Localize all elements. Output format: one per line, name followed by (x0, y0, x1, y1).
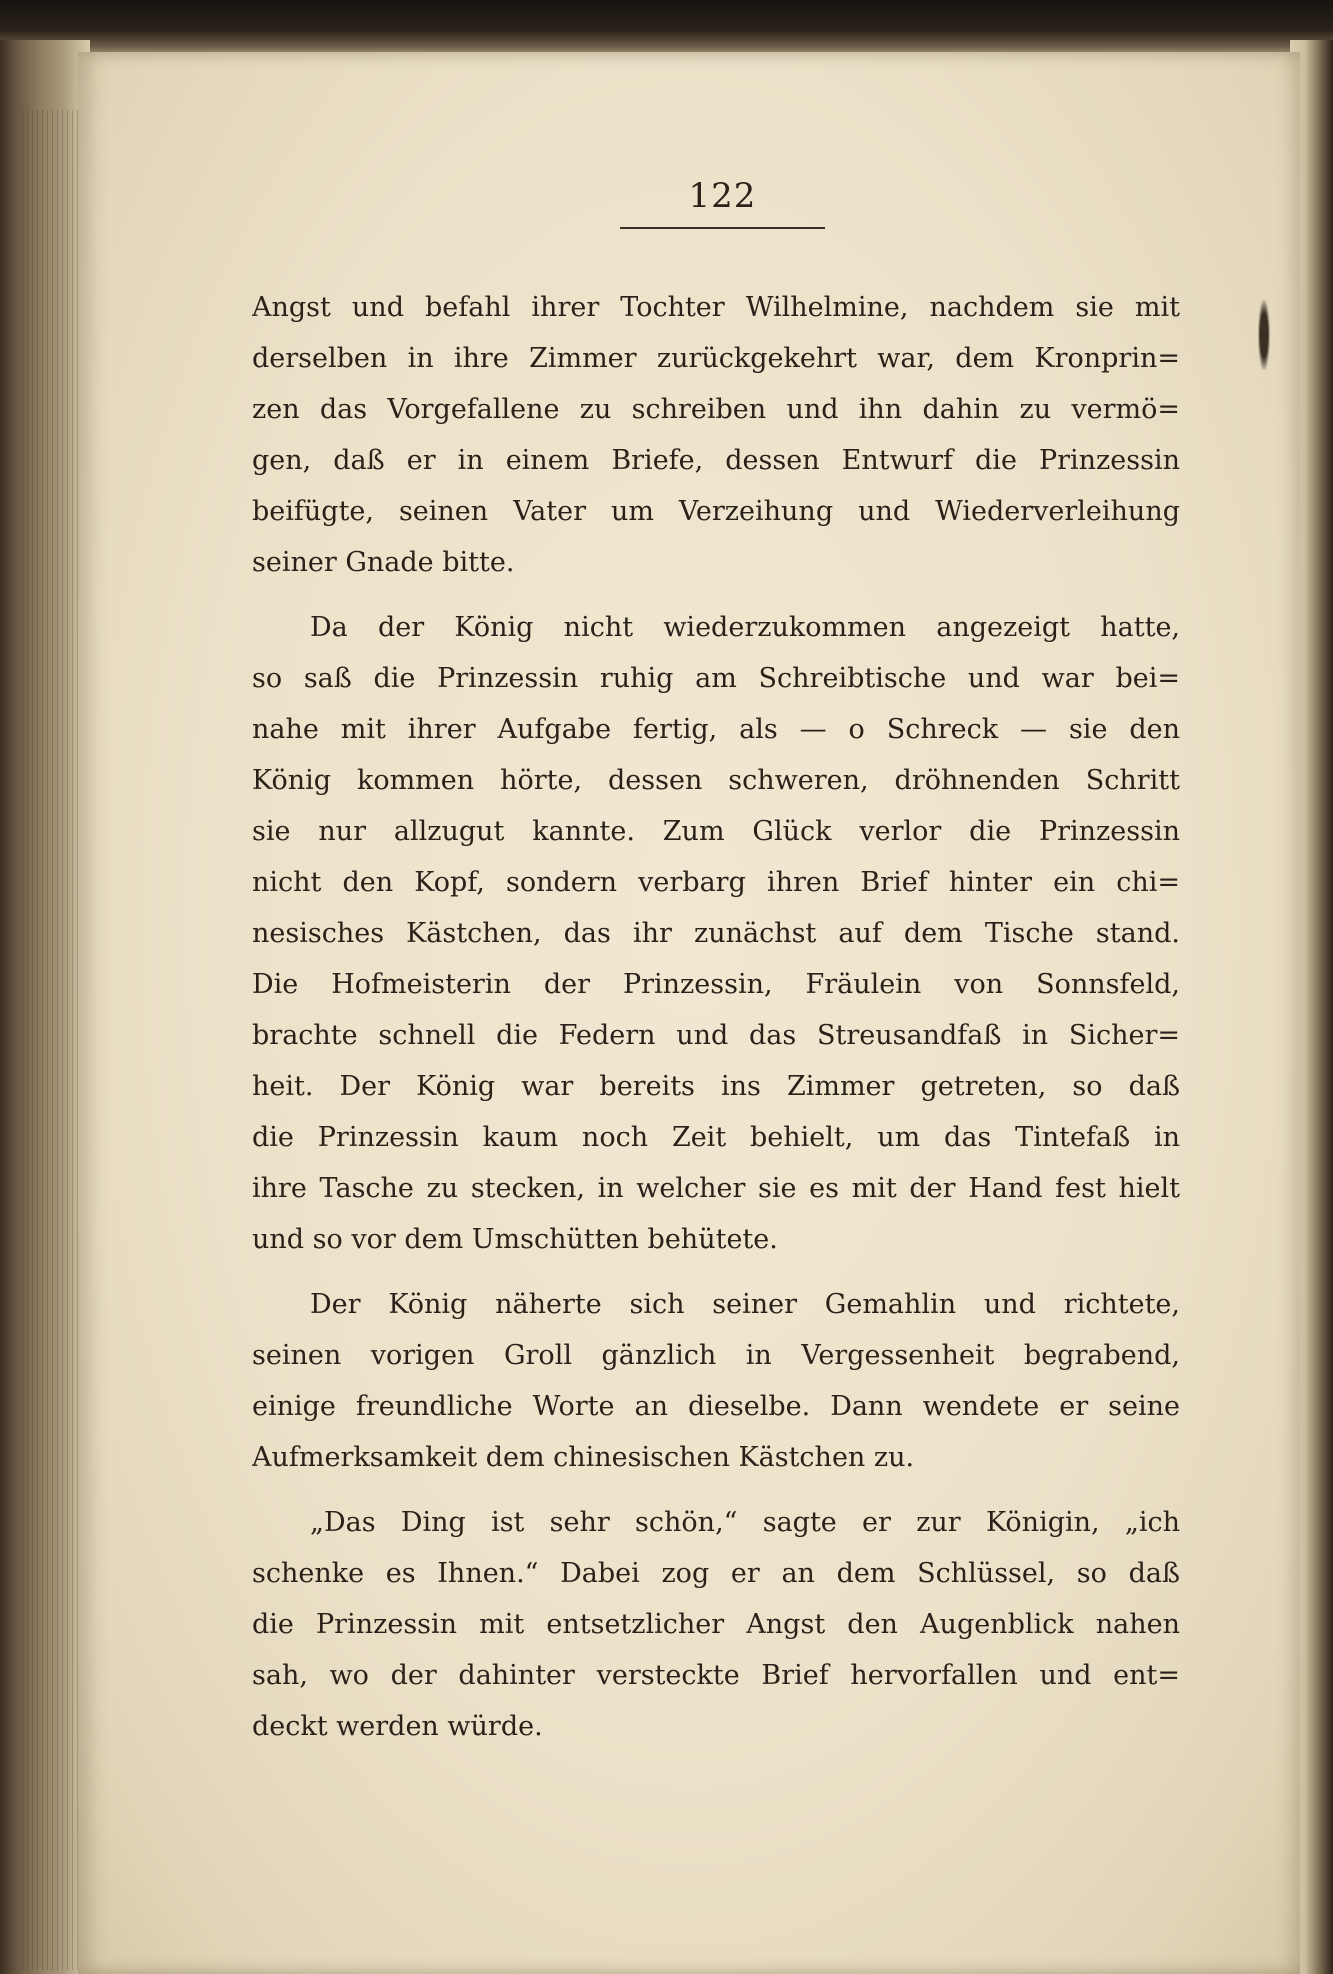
text-line: seinen vorigen Groll gänzlich in Vergessenheit begrabend, (252, 1340, 1180, 1371)
paragraph (252, 1497, 1180, 1752)
text-line: heit. Der König war bereits ins Zimmer getreten, so daß (252, 1071, 1180, 1102)
page-number: 122 (688, 176, 757, 216)
paragraph (252, 602, 1180, 1265)
text-line: sie nur allzugut kannte. Zum Glück verlor die Prinzessin (252, 816, 1180, 847)
book-top-edge (0, 0, 1333, 58)
book-page-edges-left (0, 40, 90, 1974)
page-edge-lines (22, 110, 80, 1970)
text-line: nicht den Kopf, sondern verbarg ihren Brief hinter ein chi= (252, 867, 1180, 898)
text-line: sah, wo der dahinter versteckte Brief hervorfallen und ent= (252, 1660, 1180, 1691)
text-line: Da der König nicht wiederzukommen angezeigt hatte, (310, 612, 1180, 643)
text-line: zen das Vorgefallene zu schreiben und ihn dahin zu vermö= (252, 394, 1180, 425)
text-line: „Das Ding ist sehr schön,“ sagte er zur Königin, „ich (310, 1507, 1180, 1538)
text-line: brachte schnell die Federn und das Streusandfaß in Sicher= (252, 1020, 1180, 1051)
paragraph-gap (252, 1265, 1180, 1279)
text-line: nahe mit ihrer Aufgabe fertig, als — o Schreck — sie den (252, 714, 1180, 745)
text-line: nesisches Kästchen, das ihr zunächst auf dem Tische stand. (252, 918, 1180, 949)
paragraph (252, 1279, 1180, 1483)
text-line: seiner Gnade bitte. (252, 547, 515, 578)
text-line: deckt werden würde. (252, 1711, 543, 1742)
text-line: gen, daß er in einem Briefe, dessen Entwurf die Prinzessin (252, 445, 1180, 476)
text-line: und so vor dem Umschütten behütete. (252, 1224, 778, 1255)
page-number-rule (620, 227, 825, 229)
text-line: ihre Tasche zu stecken, in welcher sie es mit der Hand fest hielt (252, 1173, 1180, 1204)
ink-blot-mark (1258, 300, 1270, 370)
text-line: Die Hofmeisterin der Prinzessin, Fräulein von Sonnsfeld, (252, 969, 1180, 1000)
text-line: die Prinzessin kaum noch Zeit behielt, um das Tintefaß in (252, 1122, 1180, 1153)
text-line: schenke es Ihnen.“ Dabei zog er an dem Schlüssel, so daß (252, 1558, 1180, 1589)
text-line: Aufmerksamkeit dem chinesischen Kästchen zu. (252, 1442, 915, 1473)
text-line: derselben in ihre Zimmer zurückgekehrt war, dem Kronprin= (252, 343, 1180, 374)
text-line: König kommen hörte, dessen schweren, dröhnenden Schritt (252, 765, 1180, 796)
paragraph (252, 282, 1180, 588)
text-line: so saß die Prinzessin ruhig am Schreibtische und war bei= (252, 663, 1180, 694)
text-line: die Prinzessin mit entsetzlicher Angst den Augenblick nahen (252, 1609, 1180, 1640)
text-line: einige freundliche Worte an dieselbe. Dann wendete er seine (252, 1391, 1180, 1422)
text-line: Angst und befahl ihrer Tochter Wilhelmine, nachdem sie mit (252, 292, 1180, 323)
paragraph-gap (252, 1483, 1180, 1497)
body-text (252, 282, 1180, 1752)
paragraph-gap (252, 588, 1180, 602)
text-line: beifügte, seinen Vater um Verzeihung und Wiederverleihung (252, 496, 1180, 527)
text-line: Der König näherte sich seiner Gemahlin und richtete, (310, 1289, 1180, 1320)
